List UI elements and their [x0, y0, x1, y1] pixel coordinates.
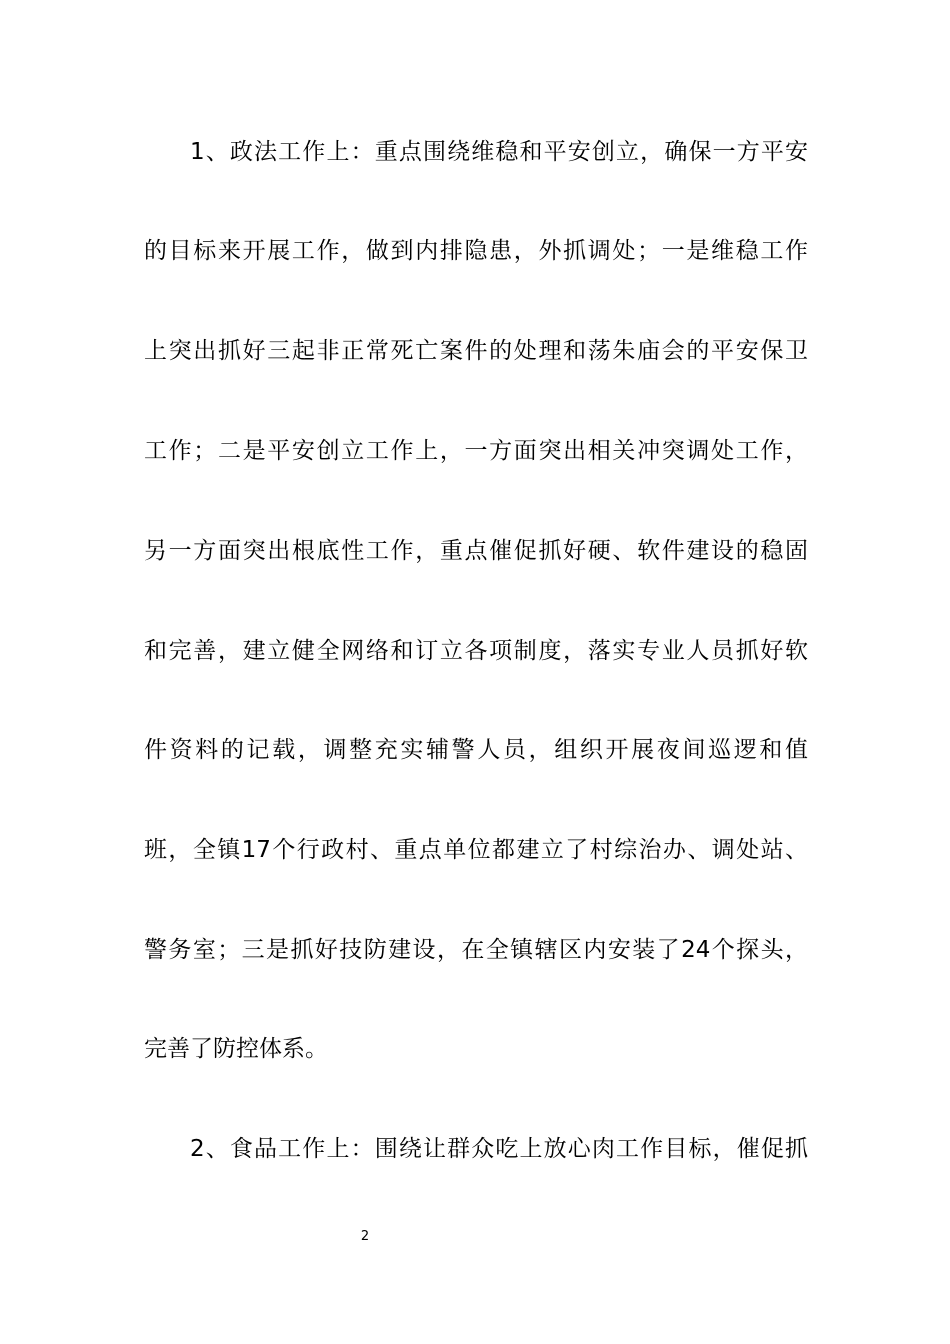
paragraph-1-line-1: 1、政法工作上：重点围绕维稳和平安创立，确保一方平安	[190, 139, 808, 165]
paragraph-1-line-3: 上突出抓好三起非正常死亡案件的处理和荡朱庙会的平安保卫	[144, 338, 808, 364]
paragraph-1-line-2: 的目标来开展工作，做到内排隐患，外抓调处；一是维稳工作	[144, 238, 808, 264]
paragraph-1-line-8: 班，全镇17个行政村、重点单位都建立了村综治办、调处站、	[144, 837, 808, 863]
paragraph-1-line-9: 警务室；三是抓好技防建设，在全镇辖区内安装了24个探头，	[144, 937, 808, 963]
paragraph-1-line-5: 另一方面突出根底性工作，重点催促抓好硬、软件建设的稳固	[144, 538, 808, 564]
paragraph-1-line-10: 完善了防控体系。	[144, 1036, 328, 1062]
paragraph-1-line-6: 和完善，建立健全网络和订立各项制度，落实专业人员抓好软	[144, 638, 808, 664]
paragraph-1-line-4: 工作；二是平安创立工作上，一方面突出相关冲突调处工作，	[144, 438, 808, 464]
paragraph-1-line-7: 件资料的记载，调整充实辅警人员，组织开展夜间巡逻和值	[144, 737, 808, 763]
paragraph-2-line-1: 2、食品工作上：围绕让群众吃上放心肉工作目标，催促抓	[190, 1136, 808, 1162]
page-number: 2	[360, 1229, 370, 1244]
